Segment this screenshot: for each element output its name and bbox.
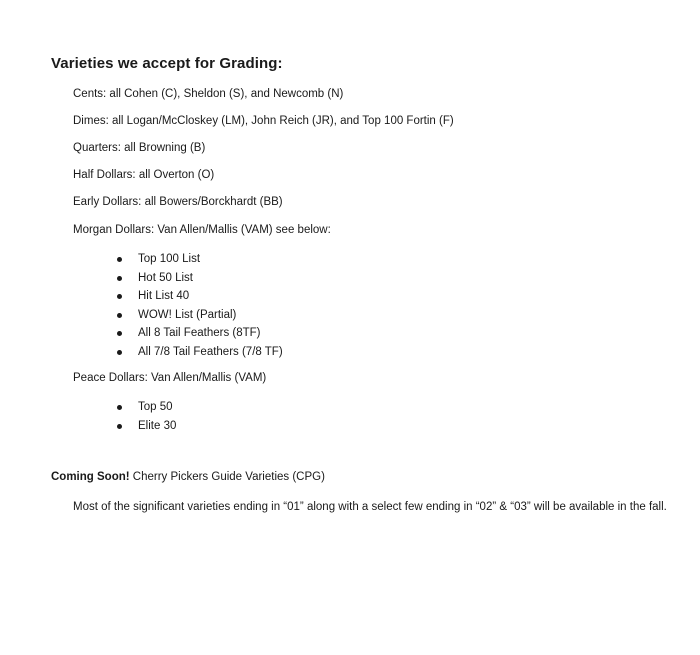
dimes-line: Dimes: all Logan/McCloskey (LM), John Reich (JR), and Top 100 Fortin (F) bbox=[73, 115, 454, 127]
morgan-dollars-line: Morgan Dollars: Van Allen/Mallis (VAM) see below: bbox=[73, 224, 331, 236]
peace-dollars-line: Peace Dollars: Van Allen/Mallis (VAM) bbox=[73, 372, 267, 384]
peace-vam-list bbox=[115, 398, 176, 435]
list-item: All 8 Tail Feathers (8TF) bbox=[115, 324, 283, 343]
list-item: Hit List 40 bbox=[115, 287, 283, 306]
list-item: All 7/8 Tail Feathers (7/8 TF) bbox=[115, 343, 283, 362]
half-dollars-line: Half Dollars: all Overton (O) bbox=[73, 169, 215, 181]
bullet-icon bbox=[117, 276, 122, 281]
list-item: Hot 50 List bbox=[115, 269, 283, 288]
cents-line: Cents: all Cohen (C), Sheldon (S), and Newcomb (N) bbox=[73, 88, 344, 100]
bullet-icon bbox=[117, 294, 122, 299]
bullet-icon bbox=[117, 424, 122, 429]
bullet-icon bbox=[117, 257, 122, 262]
coming-soon-label: Coming Soon! bbox=[51, 471, 130, 483]
bullet-icon bbox=[117, 350, 122, 355]
coming-soon-line bbox=[51, 471, 325, 483]
morgan-vam-list bbox=[115, 250, 283, 361]
bullet-icon bbox=[117, 405, 122, 410]
section-heading: Varieties we accept for Grading: bbox=[51, 55, 283, 72]
quarters-line: Quarters: all Browning (B) bbox=[73, 142, 206, 154]
list-item: Top 50 bbox=[115, 398, 176, 417]
availability-paragraph: Most of the significant varieties ending in “01” along with a select few ending in “02” & “03” will be available in the fall. bbox=[73, 501, 667, 513]
bullet-icon bbox=[117, 313, 122, 318]
list-item: Top 100 List bbox=[115, 250, 283, 269]
list-item: Elite 30 bbox=[115, 417, 176, 436]
early-dollars-line: Early Dollars: all Bowers/Borckhardt (BB) bbox=[73, 196, 283, 208]
bullet-icon bbox=[117, 331, 122, 336]
list-item: WOW! List (Partial) bbox=[115, 306, 283, 325]
coming-soon-text: Cherry Pickers Guide Varieties (CPG) bbox=[129, 471, 325, 483]
